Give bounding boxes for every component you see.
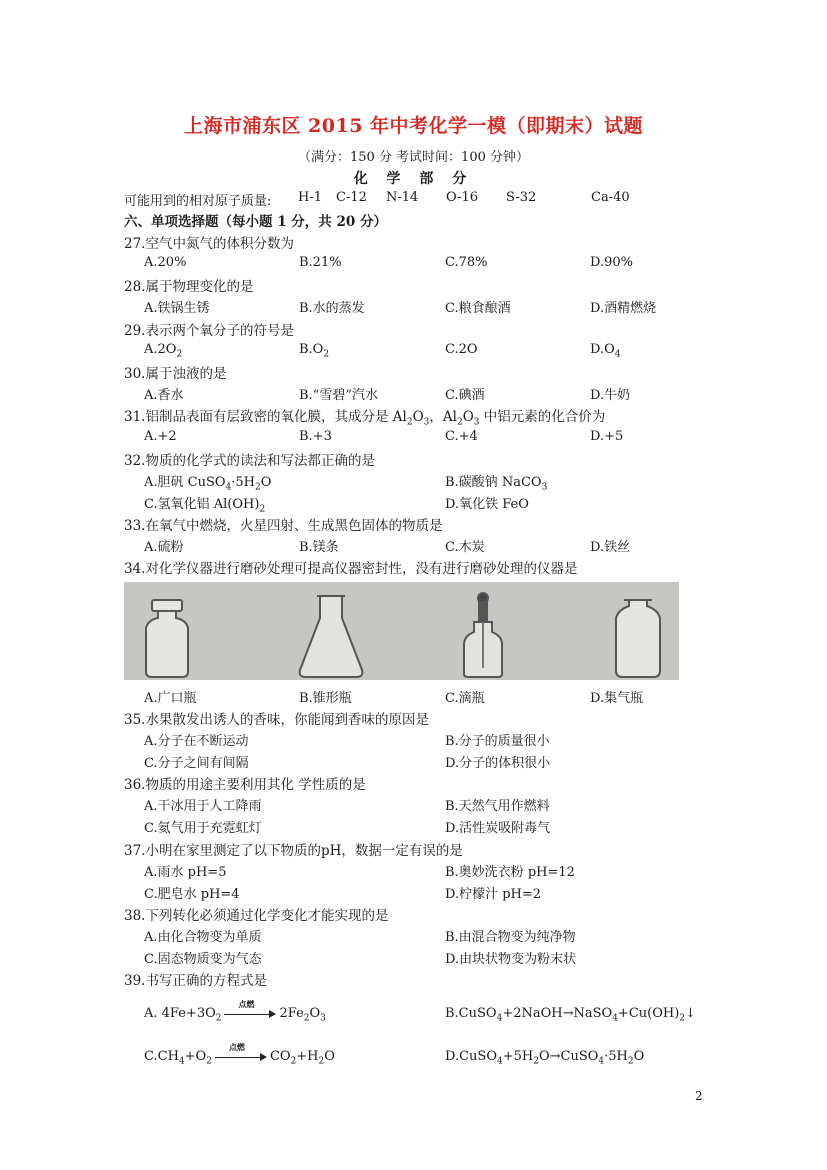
question-stem: 37.小明在家里测定了以下物质的pH，数据一定有误的是 <box>124 843 463 859</box>
option-c: C.粮食酿酒 <box>445 301 511 316</box>
option-a: $A.2O_2$ <box>144 342 183 360</box>
question-stem: 27.空气中氮气的体积分数为 <box>124 236 294 252</box>
question-stem: 32.物质的化学式的读法和写法都正确的是 <box>124 453 375 469</box>
option-d: D.活性炭吸附毒气 <box>445 821 551 836</box>
option-c: C.木炭 <box>445 540 485 555</box>
option-a: A. $4Fe+3O_2$ 点燃 $2Fe_2O_3$ <box>144 998 326 1024</box>
option-a: A.+2 <box>144 429 177 444</box>
option-c: C.2O <box>445 342 478 357</box>
option-b: B.“雪碧”汽水 <box>299 388 378 403</box>
mass-item: N-14 <box>386 190 419 205</box>
exam-meta: （满分：150 分 考试时间：100 分钟） <box>297 150 530 165</box>
option-c: $C.CH_4+O_2$ 点燃 $CO_2+H_2O$ <box>144 1041 335 1067</box>
option-b: $B.O_2$ <box>299 342 330 360</box>
glassware-photo <box>124 582 679 680</box>
option-a: A.干冰用于人工降雨 <box>144 799 262 814</box>
mass-item: O-16 <box>446 190 479 205</box>
option-c: C.+4 <box>445 429 478 444</box>
option-b: B.由混合物变为纯净物 <box>445 930 576 945</box>
option-d: D.铁丝 <box>590 540 631 555</box>
wide-mouth-bottle-icon <box>146 600 188 677</box>
option-b: B.碳酸钠 NaCO$_3$ <box>445 475 548 493</box>
option-a: A.硫粉 <box>144 540 184 555</box>
question-stem: 30.属于浊液的是 <box>124 366 227 382</box>
reaction-arrow-icon: 点燃 <box>224 1009 276 1019</box>
option-b: $B.CuSO_4+2NaOH\to NaSO_4+Cu(OH)_2↓$ <box>445 1006 696 1024</box>
section-heading: 化 学 部 分 <box>353 171 474 187</box>
option-d: D.柠檬汁 pH=2 <box>445 887 542 902</box>
option-b: B.21% <box>299 255 342 270</box>
option-a: A.香水 <box>144 388 184 403</box>
option-c: C.78% <box>445 255 488 270</box>
mass-item: Ca-40 <box>591 190 630 205</box>
option-b: B.分子的质量很小 <box>445 734 550 749</box>
option-a: A.铁锅生锈 <box>144 301 210 316</box>
option-d: D.+5 <box>590 429 624 444</box>
option-d: D.氧化铁 FeO <box>445 497 529 512</box>
question-stem: 31.铝制品表面有层致密的氧化膜，其成分是 $Al_2O_3$，$Al_2O_3$ 中铝元素的化合价为 <box>124 409 606 428</box>
question-stem: 34.对化学仪器进行磨砂处理可提高仪器密封性，没有进行磨砂处理的仪器是 <box>124 561 578 577</box>
option-b: B.锥形瓶 <box>299 691 352 706</box>
option-c: C.分子之间有间隔 <box>144 756 249 771</box>
option-b: B.+3 <box>299 429 332 444</box>
option-b: B.水的蒸发 <box>299 301 365 316</box>
question-stem: 28.属于物理变化的是 <box>124 279 254 295</box>
option-c: C.氦气用于充霓虹灯 <box>144 821 262 836</box>
option-c: C.固态物质变为气态 <box>144 952 262 967</box>
part-heading: 六、单项选择题（每小题 1 分，共 20 分） <box>124 214 387 230</box>
option-a: A.由化合物变为单质 <box>144 930 262 945</box>
gas-jar-icon <box>616 600 660 677</box>
option-d: D.酒精燃烧 <box>590 301 657 316</box>
option-a: A.雨水 pH=5 <box>144 865 227 880</box>
reaction-arrow-icon: 点燃 <box>215 1052 267 1062</box>
mass-item: H-1 <box>298 190 323 205</box>
question-stem: 33.在氧气中燃烧，火星四射、生成黑色固体的物质是 <box>124 518 443 534</box>
option-b: B.镁条 <box>299 540 339 555</box>
option-c: C.滴瓶 <box>445 691 485 706</box>
option-d: D.牛奶 <box>590 388 631 403</box>
question-stem: 36.物质的用途主要利用其化 学性质的是 <box>124 777 366 793</box>
page-title: 上海市浦东区 2015 年中考化学一模（即期末）试题 <box>183 115 644 137</box>
option-d: $D.CuSO_4+5H_2O\to CuSO_4\cdot 5H_2O$ <box>445 1049 645 1067</box>
masses-label: 可能用到的相对原子质量: <box>124 194 272 209</box>
question-stem: 35.水果散发出诱人的香味，你能闻到香味的原因是 <box>124 712 429 728</box>
question-stem: 29.表示两个氧分子的符号是 <box>124 323 294 339</box>
option-a: A.20% <box>144 255 187 270</box>
option-d: D.90% <box>590 255 633 270</box>
option-c: C.碘酒 <box>445 388 485 403</box>
option-d: D.集气瓶 <box>590 691 644 706</box>
mass-item: C-12 <box>336 190 367 205</box>
option-b: B.天然气用作燃料 <box>445 799 550 814</box>
question-stem: 38.下列转化必须通过化学变化才能实现的是 <box>124 908 389 924</box>
option-d: $D.O_4$ <box>590 342 621 360</box>
option-c: C.肥皂水 pH=4 <box>144 887 240 902</box>
page-number: 2 <box>695 1089 703 1103</box>
option-a: A.分子在不断运动 <box>144 734 249 749</box>
option-a: A.胆矾 $CuSO_4\cdot 5H_2O$ <box>144 475 272 493</box>
option-d: D.由块状物变为粉末状 <box>445 952 577 967</box>
option-b: B.奥妙洗衣粉 pH=12 <box>445 865 575 880</box>
mass-item: S-32 <box>506 190 537 205</box>
option-c: C.氢氧化铝 $Al(OH)_2$ <box>144 497 266 515</box>
option-a: A.广口瓶 <box>144 691 197 706</box>
question-stem: 39.书写正确的方程式是 <box>124 973 267 989</box>
option-d: D.分子的体积很小 <box>445 756 551 771</box>
